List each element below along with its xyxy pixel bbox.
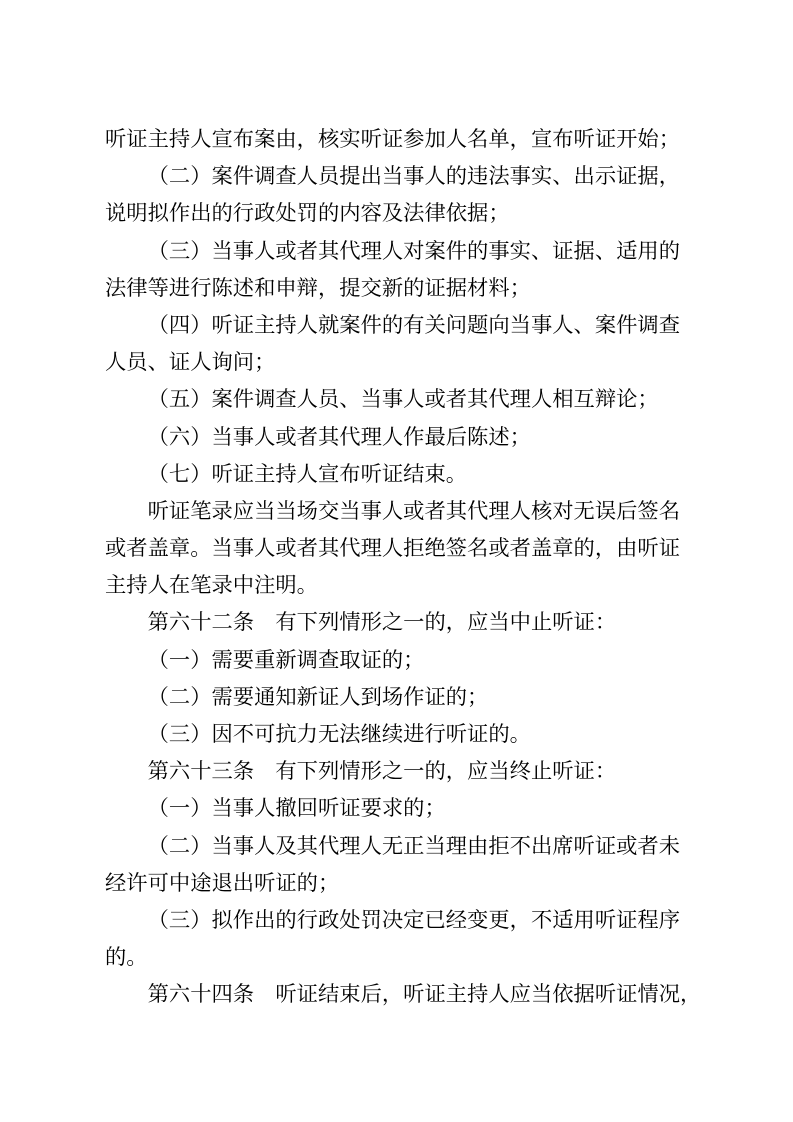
text-line: （一）当事人撤回听证要求的；	[147, 796, 446, 821]
text-line: （二）案件调查人员提出当事人的违法事实、出示证据，	[147, 164, 681, 189]
text-line: 主持人在笔录中注明。	[105, 573, 318, 598]
text-line: （五）案件调查人员、当事人或者其代理人相互辩论；	[147, 387, 659, 412]
text-line: 听证主持人宣布案由，核实听证参加人名单，宣布听证开始；	[105, 127, 681, 151]
text-line: 听证笔录应当当场交当事人或者其代理人核对无误后签名	[147, 498, 681, 523]
text-line: 第六十二条 有下列情形之一的，应当中止听证：	[147, 610, 617, 635]
text-line: （三）当事人或者其代理人对案件的事实、证据、适用的	[147, 238, 681, 263]
text-line: （二）当事人及其代理人无正当理由拒不出席听证或者未	[147, 833, 681, 858]
text-line: 经许可中途退出听证的；	[105, 870, 340, 895]
text-line: 人员、证人询问；	[105, 350, 276, 375]
text-line: 或者盖章。当事人或者其代理人拒绝签名或者盖章的，由听证	[105, 536, 681, 561]
text-line: 的。	[105, 945, 148, 970]
text-line: （一）需要重新调查取证的；	[147, 647, 425, 672]
text-line: （七）听证主持人宣布听证结束。	[147, 461, 468, 486]
text-line: （三）因不可抗力无法继续进行听证的。	[147, 722, 531, 746]
text-line: （六）当事人或者其代理人作最后陈述；	[147, 424, 531, 449]
text-line: 第六十三条 有下列情形之一的，应当终止听证：	[147, 759, 617, 784]
text-line: 第六十四条 听证结束后，听证主持人应当依据听证情况，	[147, 982, 702, 1007]
text-line: 法律等进行陈述和申辩，提交新的证据材料；	[105, 275, 531, 300]
document-body	[105, 121, 705, 1014]
text-line: （三）拟作出的行政处罚决定已经变更，不适用听证程序	[147, 907, 681, 932]
text-line: （四）听证主持人就案件的有关问题向当事人、案件调查	[147, 312, 681, 337]
text-line: 说明拟作出的行政处罚的内容及法律依据；	[105, 201, 510, 226]
text-line: （二）需要通知新证人到场作证的；	[147, 684, 489, 709]
